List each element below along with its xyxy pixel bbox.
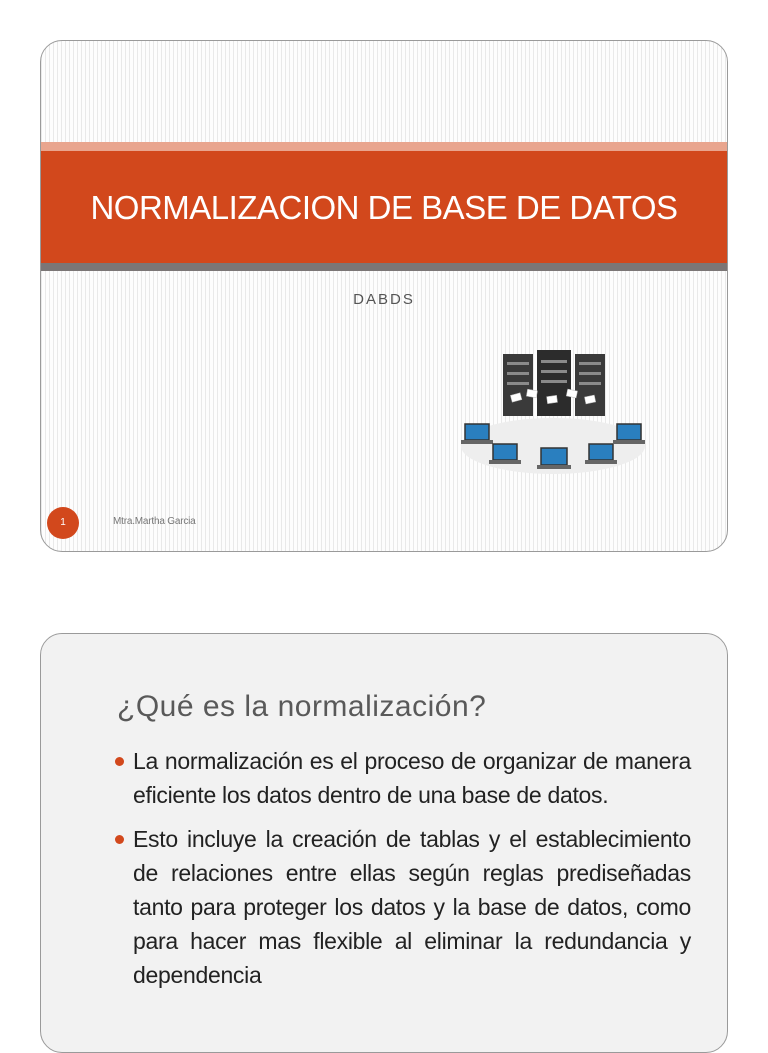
list-item [115, 744, 691, 812]
bullet-icon [115, 835, 124, 844]
author-label: Mtra.Martha Garcia [113, 516, 196, 527]
title-band-shadow [41, 263, 727, 271]
bullet-list [115, 744, 691, 1002]
list-item [115, 822, 691, 992]
title-slide [40, 40, 728, 552]
content-slide [40, 633, 728, 1053]
slide-heading: ¿Qué es la normalización? [117, 690, 487, 723]
bullet-text: La normalización es el proceso de organizar de manera eficiente los datos dentro de una base de datos. [133, 748, 691, 808]
slide-title: NORMALIZACION DE BASE DE DATOS [90, 189, 678, 226]
bullet-icon [115, 757, 124, 766]
slide-subtitle: DABDS [353, 291, 415, 308]
server-network-icon [451, 346, 656, 481]
bullet-text: Esto incluye la creación de tablas y el establecimiento de relaciones entre ellas según reglas prediseñadas tanto para proteger los datos y la base de datos, como para hacer mas flexible al eliminar la redundancia y dependencia [133, 826, 691, 988]
page-number-badge: 1 [47, 507, 79, 539]
title-band-highlight [41, 142, 727, 151]
